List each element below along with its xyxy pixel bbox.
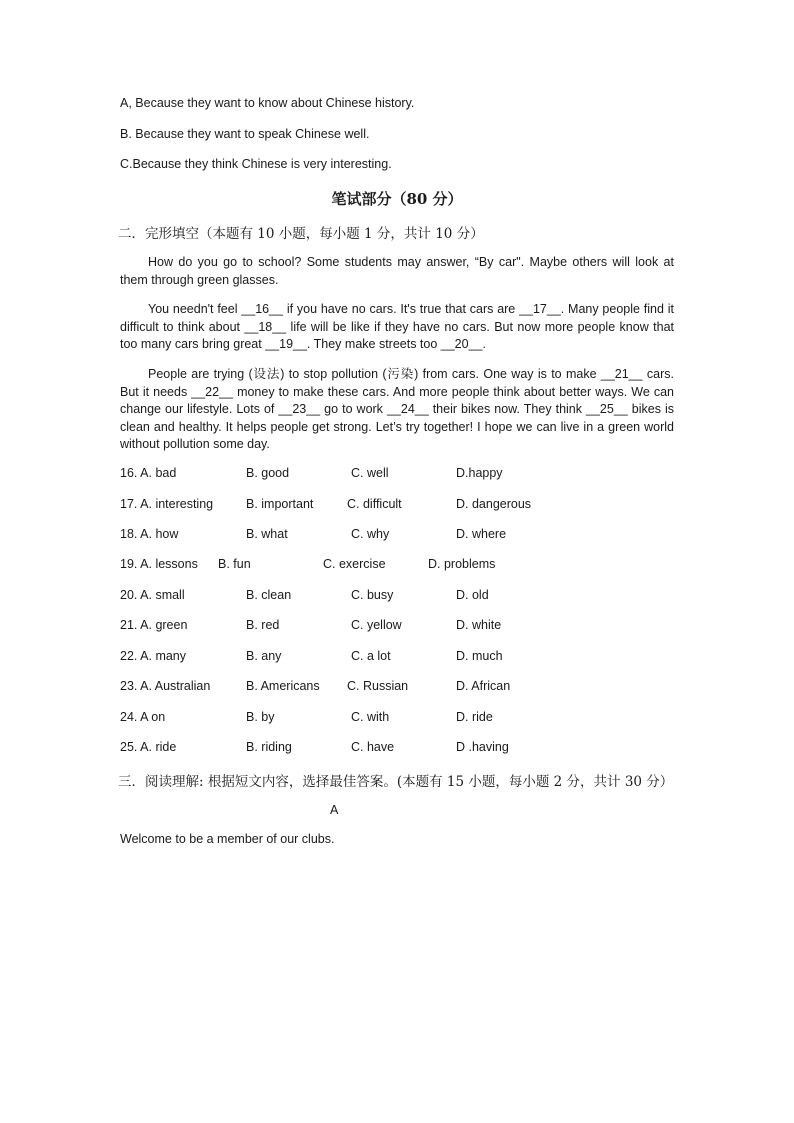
reading-heading: 三．阅读理解: 根据短文内容，选择最佳答案。(本题有 15 小题，每小题 2 分，共计 30 分） xyxy=(118,774,674,790)
passage-label: A xyxy=(330,803,339,817)
option-c: C. well xyxy=(351,466,389,480)
option-b: B. fun xyxy=(218,557,251,571)
option-b: B. Americans xyxy=(246,679,320,693)
option-d: D. much xyxy=(456,649,503,663)
option-d: D. African xyxy=(456,679,511,693)
option-c: C. exercise xyxy=(323,557,386,571)
option-c: C. difficult xyxy=(347,497,402,511)
option-b: B. any xyxy=(246,649,282,663)
option-a: 16. A. bad xyxy=(120,466,177,480)
option-c: C. busy xyxy=(351,588,394,602)
option-b: B. good xyxy=(246,466,290,480)
option-a: 24. A on xyxy=(120,710,166,724)
option-b: B. what xyxy=(246,527,288,541)
option-c: C. have xyxy=(351,740,395,754)
option-a: 21. A. green xyxy=(120,618,188,632)
option-d: D. ride xyxy=(456,710,493,724)
option-d: D. white xyxy=(456,618,502,632)
option-a: 22. A. many xyxy=(120,649,187,663)
option-a: 23. A. Australian xyxy=(120,679,211,693)
option-c: C. with xyxy=(351,710,390,724)
passage-first-line: Welcome to be a member of our clubs. xyxy=(120,832,335,846)
listening-option-b: B. Because they want to speak Chinese well. xyxy=(120,127,370,141)
option-b: B. riding xyxy=(246,740,292,754)
option-d: D. where xyxy=(456,527,507,541)
option-d: D .having xyxy=(456,740,509,754)
option-b: B. red xyxy=(246,618,280,632)
option-c: C. why xyxy=(351,527,390,541)
option-b: B. by xyxy=(246,710,275,724)
option-a: 18. A. how xyxy=(120,527,179,541)
written-section-title: 笔试部分（80 分） xyxy=(331,190,463,208)
option-d: D.happy xyxy=(456,466,503,480)
option-d: D. old xyxy=(456,588,489,602)
option-a: 20. A. small xyxy=(120,588,185,602)
option-b: B. clean xyxy=(246,588,292,602)
option-c: C. Russian xyxy=(347,679,409,693)
option-a: 19. A. lessons xyxy=(120,557,198,571)
option-c: C. a lot xyxy=(351,649,391,663)
cloze-heading: 二．完形填空（本题有 10 小题，每小题 1 分，共计 10 分） xyxy=(118,226,484,242)
cloze-paragraph-3: People are trying (设法) to stop pollution (污染) from cars. One way is to make __21__ cars. But it needs __22__ money to make these cars. And more people think about better ways. We can change our lifestyle. Lots of __23__ go to work __24__ their bikes now. They think __25__ bikes is clean and healthy. It helps people get strong. Let’s try together! I hope we can live in a green world without pollution some day. xyxy=(120,367,674,451)
option-a: 17. A. interesting xyxy=(120,497,214,511)
option-b: B. important xyxy=(246,497,314,511)
option-d: D. dangerous xyxy=(456,497,532,511)
option-d: D. problems xyxy=(428,557,496,571)
cloze-paragraph-1: How do you go to school? Some students may answer, “By car". Maybe others will look at them through green glasses. xyxy=(120,255,674,287)
option-a: 25. A. ride xyxy=(120,740,177,754)
option-c: C. yellow xyxy=(351,618,402,632)
listening-option-a: A, Because they want to know about Chinese history. xyxy=(120,96,415,110)
listening-option-c: C.Because they think Chinese is very interesting. xyxy=(120,157,392,171)
cloze-paragraph-2: You needn't feel __16__ if you have no cars. It's true that cars are __17__. Many people find it difficult to think about __18__ life will be like if they have no cars. But now more people know that too many cars bring great __19__. They make streets too __20__. xyxy=(120,302,674,351)
